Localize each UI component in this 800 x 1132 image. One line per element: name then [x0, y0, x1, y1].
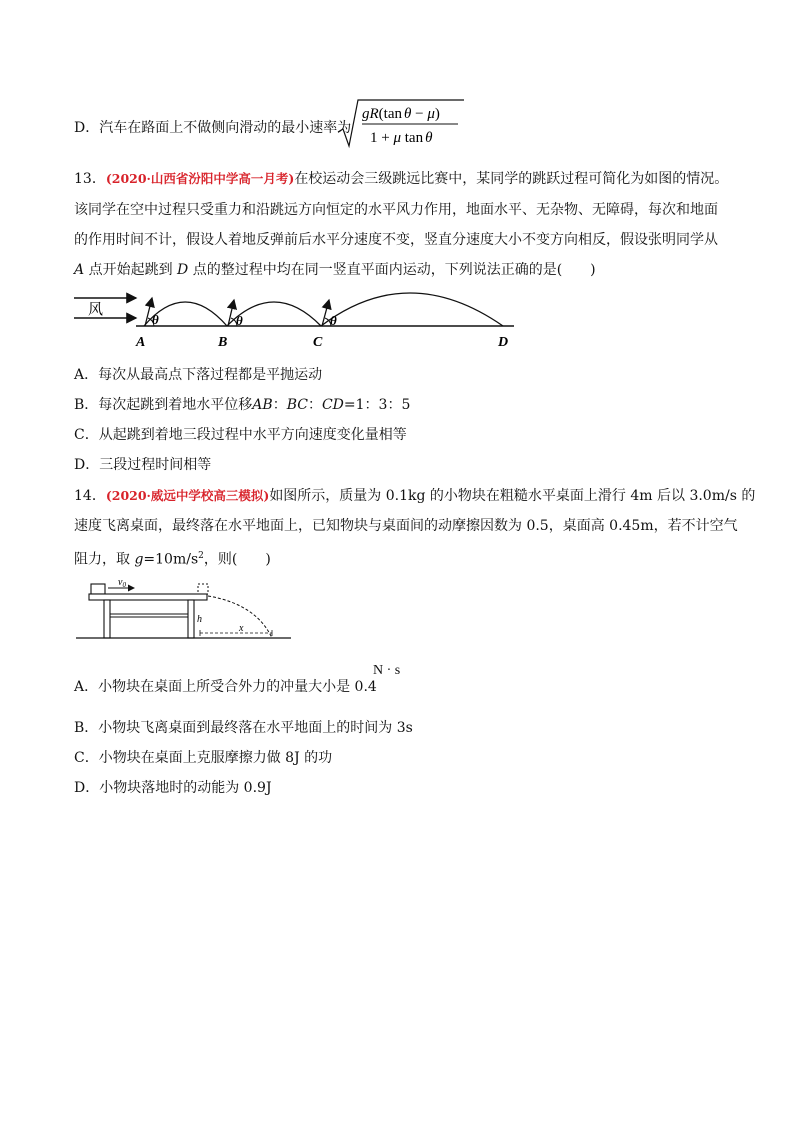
q14-option-c[interactable]: C．小物块在桌面上克服摩擦力做 8J 的功	[74, 750, 333, 766]
table-top	[89, 594, 207, 600]
formula-R: R	[369, 106, 379, 122]
q13-stem-line2: 该同学在空中过程只受重力和沿跳远方向恒定的水平风力作用，地面水平、无杂物、无障碍，每次和地面	[74, 202, 718, 218]
q13-option-c[interactable]: C．从起跳到着地三段过程中水平方向速度变化量相等	[74, 427, 407, 443]
angle-label-a: θ	[152, 312, 159, 327]
q12-option-d-text: D．汽车在路面上不做侧向滑动的最小速率为	[74, 120, 352, 136]
q13-option-a[interactable]: A．每次从最高点下落过程都是平抛运动	[74, 367, 323, 383]
block-edge-dashed	[198, 584, 208, 594]
angle-label-b: θ	[236, 313, 243, 328]
q13-figure	[72, 288, 532, 350]
q14-option-b[interactable]: B．小物块飞离桌面到最终落在水平地面上的时间为 3s	[74, 720, 413, 736]
q13-stem-line3: 的作用时间不计，假设人着地反弹前后水平分速度不变，竖直分速度大小不变方向相反，假设张明同学从	[74, 232, 718, 248]
q13-option-b[interactable]: B．每次起跳到着地水平位移AB：BC：CD=1：3：5	[74, 397, 411, 413]
q13-number: 13．	[74, 171, 106, 187]
table-leg-left	[104, 600, 110, 638]
q14-stem-line2: 速度飞离桌面，最终落在水平地面上，已知物块与桌面间的动摩擦因数为 0.5，桌面高 0.45m，若不计空气	[74, 518, 738, 534]
point-label-c: C	[313, 335, 323, 350]
point-label-b: B	[218, 335, 228, 350]
q14-option-a[interactable]: A．小物块在桌面上所受合外力的冲量大小是 0.4	[74, 679, 377, 695]
q13-stem-line1: 13．(2020·山西省汾阳中学高一月考)在校运动会三级跳远比赛中，某同学的跳跃过程可简化为如图的情况。	[74, 171, 729, 187]
h-label: h	[197, 614, 202, 625]
q14-number: 14．	[74, 488, 106, 504]
q13-option-d[interactable]: D．三段过程时间相等	[74, 457, 212, 473]
wind-label: 风	[88, 302, 104, 318]
q14-source: (2020·威远中学校高三模拟)	[105, 488, 270, 503]
q14-option-a-unit: N · s	[373, 663, 401, 678]
angle-label-c: θ	[330, 313, 337, 328]
point-label-d: D	[498, 335, 509, 350]
q12-option-d[interactable]	[74, 118, 351, 138]
point-label-a: A	[136, 335, 146, 350]
arc-cd	[321, 293, 503, 326]
q14-stem-line1: 14．(2020·威远中学校高三模拟)如图所示，质量为 0.1kg 的小物块在粗糙水平桌面上滑行 4m 后以 3.0m/s 的	[74, 488, 756, 504]
q13-stem-line4: A 点开始起跳到 D 点的整过程中均在同一竖直平面内运动，下列说法正确的是( )	[74, 262, 596, 278]
formula-g: g	[362, 106, 370, 122]
svg-text:1 + μ tanθ: 1 + μ tan θ	[370, 130, 433, 146]
table-leg-right	[188, 600, 194, 638]
q14-stem-line3: 阻力，取 $g=10m/s^2$，则( )	[74, 551, 271, 568]
x-label: x	[239, 623, 244, 634]
svg-text:gR(tanθ − μ): gR(tan θ − μ)	[362, 106, 440, 122]
svg-text:v0: $v_0$	[118, 577, 126, 589]
block	[91, 584, 105, 594]
q14-figure	[76, 574, 296, 646]
q13-source: (2020·山西省汾阳中学高一月考)	[105, 171, 295, 186]
q12-formula	[336, 98, 466, 150]
q14-option-d[interactable]: D．小物块落地时的动能为 0.9J	[74, 780, 272, 796]
